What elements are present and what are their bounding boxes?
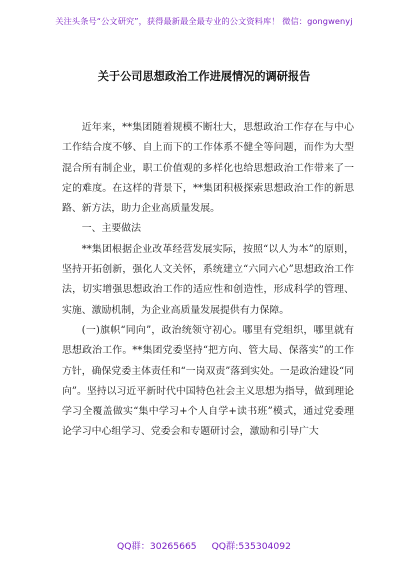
footer-qq-groups xyxy=(0,538,408,552)
section-heading: 一、主要做法 xyxy=(81,223,142,235)
document-body xyxy=(62,118,354,443)
header-banner: 关注头条号“公文研究”，获得最新最全最专业的公文资料库！ 微信：gongwenyj xyxy=(55,16,353,26)
paragraph-overview: **集团根据企业改革经营发展实际，按照“以人为本”的原则，坚持开拓创新，强化人文关怀，系统建立“六同六心”思想政治工作法，切实增强思想政治工作的适应性和创造性，形成科学的管理、实施、激励机制，为企业高质量发展提供有力保障。 xyxy=(62,243,354,316)
paragraph-item-1: (一)旗帜“同向”，政治统领守初心。哪里有党组织，哪里就有思想政治工作。**集团党委坚持“把方向、管大局、保落实”的工作方针，确保党委主体责任和“一岗双责”落到实处。一是政治建设“同向”。坚持以习近平新时代中国特色社会主义思想为指导，做到理论学习全覆盖做实“集中学习+个人自学+读书班”模式，通过党委理论学习中心组学习、党委会和专题研讨会，激励和引导广大 xyxy=(62,324,354,438)
footer-qq-group-1: QQ群：30265665 xyxy=(117,541,197,552)
footer-qq-group-2: QQ群:535304092 xyxy=(211,541,291,552)
paragraph-intro: 近年来，**集团随着规模不断壮大，思想政治工作存在与中心工作结合度不够、自上而下的工作体系不健全等问题，而作为大型混合所有制企业，职工价值观的多样化也给思想政治工作带来了一定的难度。在这样的背景下，**集团积极探索思想政治工作的新思路、新方法，助力企业高质量发展。 xyxy=(62,122,354,215)
document-title: 关于公司思想政治工作进展情况的调研报告 xyxy=(97,70,311,83)
